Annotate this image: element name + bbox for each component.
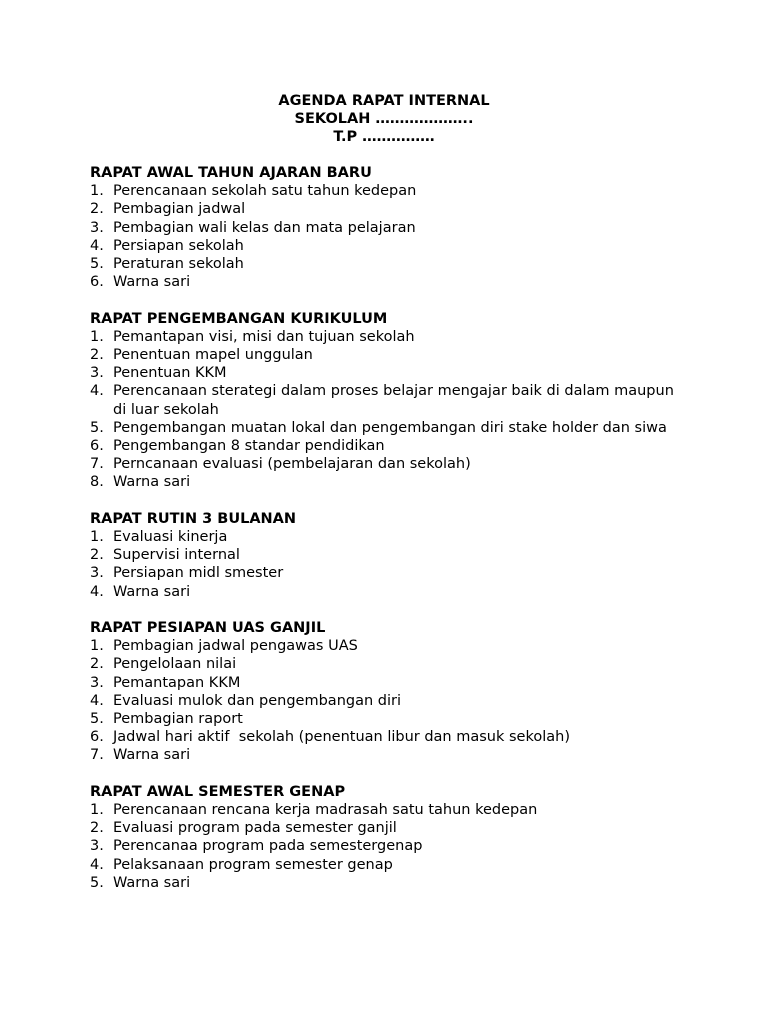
- item-number: 2.: [90, 347, 104, 364]
- list-item: [90, 219, 680, 237]
- item-number: 1.: [90, 328, 104, 345]
- item-number: 2.: [90, 656, 104, 673]
- list-item: [90, 728, 680, 746]
- list-item: [90, 692, 680, 710]
- list-item: [90, 273, 680, 291]
- item-number: 5.: [90, 711, 104, 728]
- agenda-list: [90, 637, 680, 764]
- item-text: Perencanaa program pada semestergenap: [113, 838, 423, 855]
- list-item: [90, 819, 680, 837]
- item-number: 1.: [90, 638, 104, 655]
- item-text: Pembagian wali kelas dan mata pelajaran: [113, 219, 416, 236]
- item-text: Persiapan sekolah: [113, 237, 244, 254]
- item-text: Warna sari: [113, 747, 191, 764]
- agenda-list: [90, 528, 680, 601]
- document-title: AGENDA RAPAT INTERNAL: [278, 93, 490, 109]
- list-item: [90, 874, 680, 892]
- item-number: 5.: [90, 419, 104, 436]
- list-item: [90, 200, 680, 218]
- item-number: 3.: [90, 674, 104, 691]
- list-item: [90, 382, 680, 418]
- item-text: Perencanaan rencana kerja madrasah satu tahun kedepan: [113, 802, 538, 819]
- item-text: Warna sari: [113, 274, 191, 291]
- item-number: 6.: [90, 274, 104, 291]
- item-number: 7.: [90, 747, 104, 764]
- item-text: Penentuan KKM: [113, 365, 227, 382]
- item-text: Evaluasi program pada semester ganjil: [113, 820, 397, 837]
- list-item: [90, 564, 680, 582]
- item-text: Peraturan sekolah: [113, 256, 244, 273]
- item-text: Perencanaan sekolah satu tahun kedepan: [113, 183, 417, 200]
- item-text: Jadwal hari aktif sekolah (penentuan libur dan masuk sekolah): [113, 729, 570, 746]
- agenda-section: [90, 619, 680, 765]
- list-item: [90, 546, 680, 564]
- agenda-content: [90, 164, 680, 910]
- item-text: Perencanaan sterategi dalam proses belajar mengajar baik di dalam maupun di luar sekolah: [113, 383, 679, 418]
- section-title: RAPAT AWAL TAHUN AJARAN BARU: [90, 165, 372, 181]
- list-item: [90, 346, 680, 364]
- list-item: [90, 655, 680, 673]
- school-year-line: T.P ……………: [333, 129, 435, 146]
- item-text: Perncanaan evaluasi (pembelajaran dan sekolah): [113, 456, 471, 473]
- item-text: Warna sari: [113, 474, 191, 491]
- item-number: 4.: [90, 692, 104, 709]
- item-text: Pengembangan 8 standar pendidikan: [113, 438, 385, 455]
- item-text: Pembagian raport: [113, 711, 243, 728]
- agenda-section: [90, 164, 680, 291]
- section-title: RAPAT RUTIN 3 BULANAN: [90, 510, 297, 527]
- document-header: [0, 92, 768, 147]
- item-text: Evaluasi mulok dan pengembangan diri: [113, 692, 401, 709]
- item-number: 3.: [90, 838, 104, 855]
- item-number: 4.: [90, 583, 104, 600]
- section-title: RAPAT AWAL SEMESTER GENAP: [90, 783, 346, 800]
- list-item: [90, 710, 680, 728]
- item-text: Pelaksanaan program semester genap: [113, 856, 393, 873]
- list-item: [90, 746, 680, 764]
- list-item: [90, 182, 680, 200]
- list-item: [90, 255, 680, 273]
- item-text: Persiapan midl smester: [113, 565, 284, 582]
- list-item: [90, 837, 680, 855]
- school-line: SEKOLAH ………………..: [294, 111, 474, 128]
- list-item: [90, 583, 680, 601]
- agenda-list: [90, 328, 680, 492]
- agenda-list: [90, 801, 680, 892]
- item-number: 5.: [90, 256, 104, 273]
- list-item: [90, 473, 680, 491]
- item-number: 1.: [90, 802, 104, 819]
- item-text: Warna sari: [113, 583, 191, 600]
- item-text: Pengembangan muatan lokal dan pengembangan diri stake holder dan siwa: [113, 419, 667, 436]
- item-number: 2.: [90, 547, 104, 564]
- item-number: 3.: [90, 365, 104, 382]
- list-item: [90, 528, 680, 546]
- item-number: 4.: [90, 237, 104, 254]
- list-item: [90, 419, 680, 437]
- item-number: 3.: [90, 565, 104, 582]
- item-text: Pengelolaan nilai: [113, 656, 237, 673]
- item-number: 6.: [90, 729, 104, 746]
- item-number: 8.: [90, 474, 104, 491]
- list-item: [90, 455, 680, 473]
- item-text: Pembagian jadwal pengawas UAS: [113, 638, 358, 655]
- item-text: Penentuan mapel unggulan: [113, 347, 313, 364]
- item-text: Warna sari: [113, 874, 191, 891]
- item-number: 4.: [90, 383, 104, 400]
- item-number: 3.: [90, 219, 104, 236]
- item-number: 2.: [90, 201, 104, 218]
- list-item: [90, 637, 680, 655]
- section-title: RAPAT PENGEMBANGAN KURIKULUM: [90, 310, 388, 327]
- item-text: Pembagian jadwal: [113, 201, 246, 218]
- list-item: [90, 801, 680, 819]
- agenda-section: [90, 510, 680, 601]
- agenda-section: [90, 783, 680, 892]
- list-item: [90, 328, 680, 346]
- list-item: [90, 237, 680, 255]
- item-number: 2.: [90, 820, 104, 837]
- agenda-list: [90, 182, 680, 291]
- list-item: [90, 437, 680, 455]
- item-text: Pemantapan KKM: [113, 674, 241, 691]
- agenda-section: [90, 310, 680, 492]
- list-item: [90, 674, 680, 692]
- item-number: 4.: [90, 856, 104, 873]
- item-number: 5.: [90, 874, 104, 891]
- item-text: Evaluasi kinerja: [113, 529, 228, 546]
- item-text: Supervisi internal: [113, 547, 240, 564]
- item-number: 7.: [90, 456, 104, 473]
- list-item: [90, 364, 680, 382]
- item-number: 1.: [90, 529, 104, 546]
- item-number: 1.: [90, 183, 104, 200]
- item-number: 6.: [90, 438, 104, 455]
- list-item: [90, 856, 680, 874]
- section-title: RAPAT PESIAPAN UAS GANJIL: [90, 620, 326, 637]
- item-text: Pemantapan visi, misi dan tujuan sekolah: [113, 328, 415, 345]
